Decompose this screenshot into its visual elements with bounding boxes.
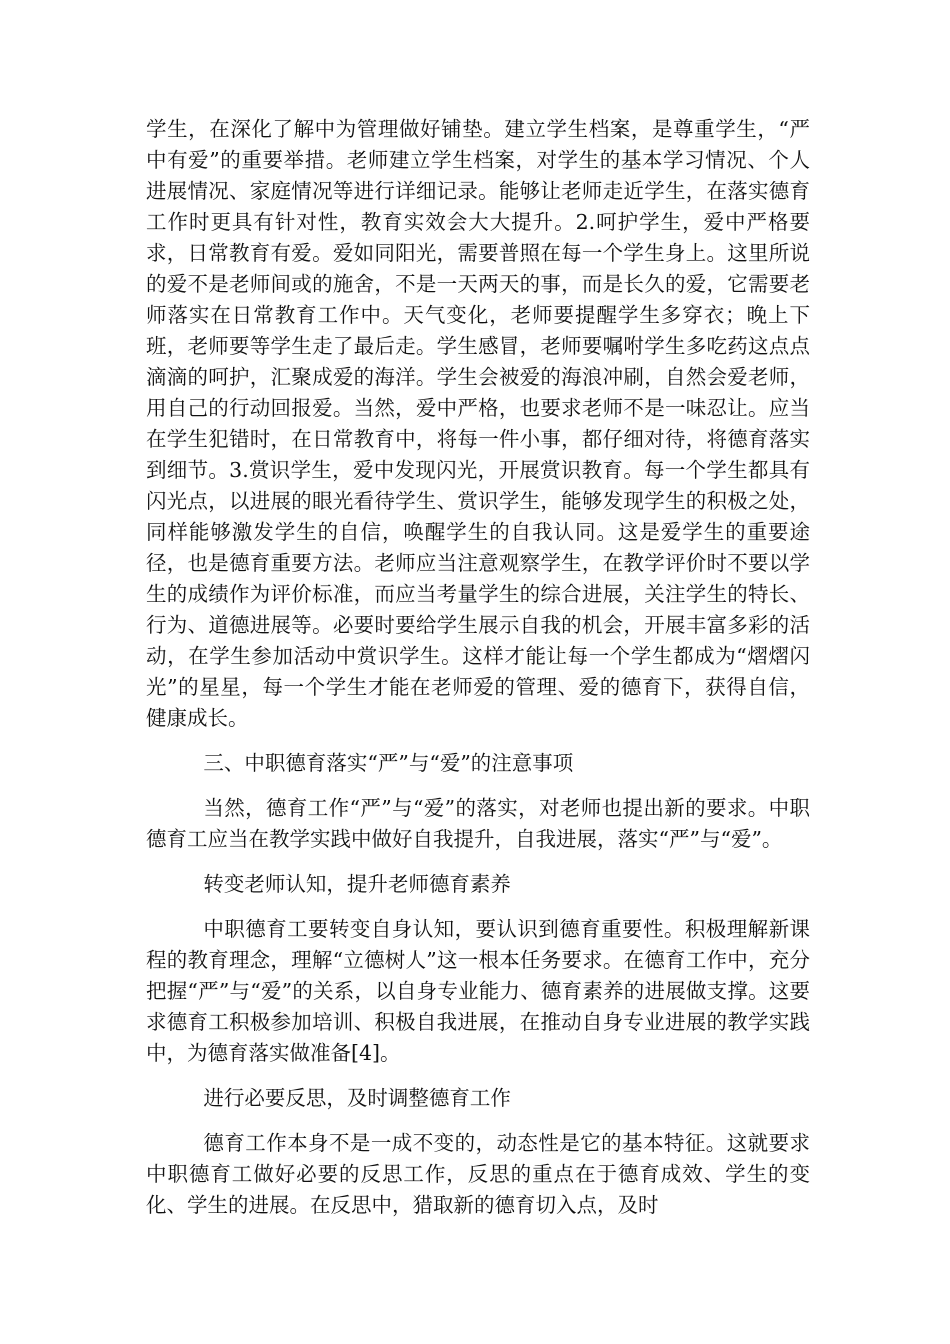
section-heading-3: 三、中职德育落实“严”与“爱”的注意事项 <box>203 751 574 775</box>
subheading-reflection: 进行必要反思，及时调整德育工作 <box>203 1086 511 1110</box>
body-paragraph-intro: 当然，德育工作“严”与“爱”的落实，对老师也提出新的要求。中职德育工应当在教学实践中做好自我提升，自我进展，落实“严”与“爱”。 <box>146 796 810 851</box>
subheading-teacher-cognition: 转变老师认知，提升老师德育素养 <box>203 872 511 896</box>
body-paragraph-cognition: 中职德育工要转变自身认知，要认识到德育重要性。积极理解新课程的教育理念，理解“立德树人”这一根本任务要求。在德育工作中，充分把握“严”与“爱”的关系，以自身专业能力、德育素养的进展做支撑。这要求德育工积极参加培训、积极自我进展，在推动自身专业进展的教学实践中，为德育落实做准备[4]。 <box>146 917 810 1065</box>
body-paragraph-continued: 学生，在深化了解中为管理做好铺垫。建立学生档案，是尊重学生，“严中有爱”的重要举措。老师建立学生档案，对学生的基本学习情况、个人进展情况、家庭情况等进行详细记录。能够让老师走近学生，在落实德育工作时更具有针对性，教育实效会大大提升。2.呵护学生，爱中严格要求，日常教育有爱。爱如同阳光，需要普照在每一个学生身上。这里所说的爱不是老师间或的施舍，不是一天两天的事，而是长久的爱，它需要老师落实在日常教育工作中。天气变化，老师要提醒学生多穿衣；晚上下班，老师要等学生走了最后走。学生感冒，老师要嘱咐学生多吃药这点点滴滴的呵护，汇聚成爱的海洋。学生会被爱的海浪冲刷，自然会爱老师，用自己的行动回报爱。当然，爱中严格，也要求老师不是一味忍让。应当在学生犯错时，在日常教育中，将每一件小事，都仔细对待，将德育落实到细节。3.赏识学生，爱中发现闪光，开展赏识教育。每一个学生都具有闪光点，以进展的眼光看待学生、赏识学生，能够发现学生的积极之处，同样能够激发学生的自信，唤醒学生的自我认同。这是爱学生的重要途径，也是德育重要方法。老师应当注意观察学生，在教学评价时不要以学生的成绩作为评价标准，而应当考量学生的综合进展，关注学生的特长、行为、道德进展等。必要时要给学生展示自我的机会，开展丰富多彩的活动，在学生参加活动中赏识学生。这样才能让每一个学生都成为“熠熠闪光”的星星，每一个学生才能在老师爱的管理、爱的德育下，获得自信，健康成长。 <box>146 117 810 730</box>
document-page <box>146 114 810 1221</box>
body-paragraph-reflection: 德育工作本身不是一成不变的，动态性是它的基本特征。这就要求中职德育工做好必要的反思工作，反思的重点在于德育成效、学生的变化、学生的进展。在反思中，猎取新的德育切入点，及时 <box>146 1131 810 1217</box>
